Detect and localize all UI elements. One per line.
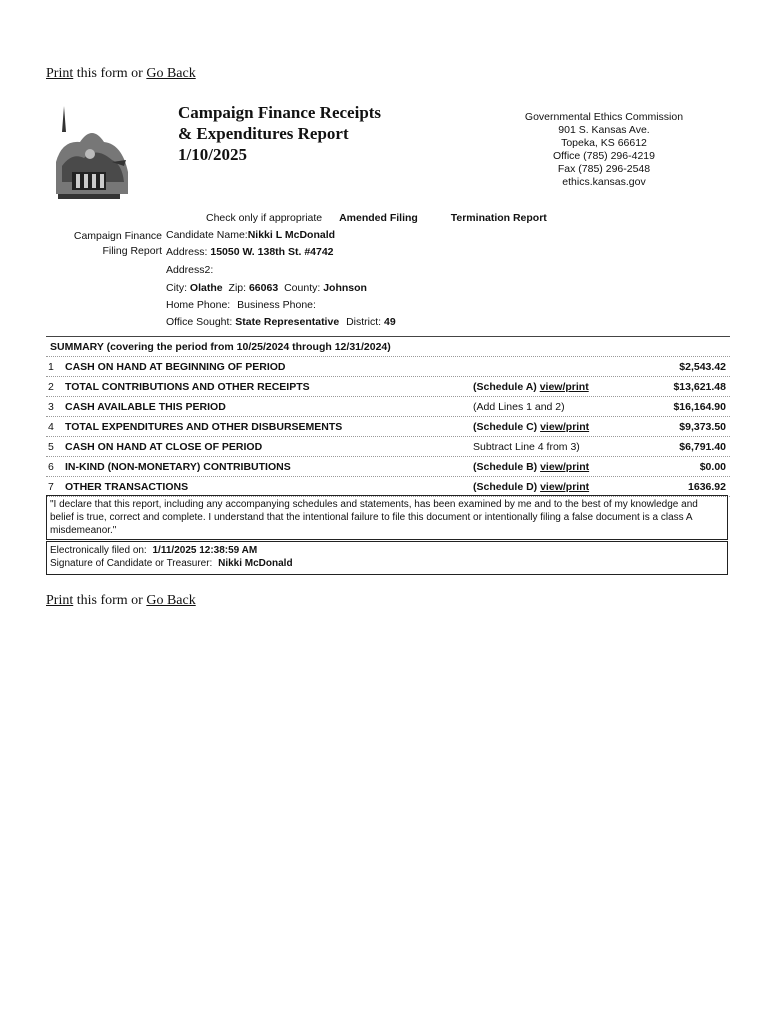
summary-row [46, 417, 730, 437]
termination-report-label: Termination Report [450, 212, 547, 224]
view-print-link[interactable]: view/print [540, 421, 590, 433]
line-number: 4 [48, 421, 54, 433]
check-instructions [206, 212, 547, 224]
address-value: 15050 W. 138th St. #4742 [210, 246, 334, 258]
line-label: TOTAL EXPENDITURES AND OTHER DISBURSEMENTS [65, 421, 343, 433]
reference-text: (Schedule D) [473, 481, 541, 493]
office-row [166, 316, 396, 328]
kansas-seal-icon [52, 102, 130, 202]
reference-text: (Schedule A) [473, 381, 540, 393]
declaration-text: "I declare that this report, including any accompanying schedules and statements, has been examined by me and to the best of my knowledge and belief is true, correct and complete. I understand that the intentional failure to file this document or intentionally filing a false document is a class A misdemeanor." [50, 499, 698, 536]
line-number: 6 [48, 461, 54, 473]
summary-row [46, 377, 730, 397]
view-print-link[interactable]: view/print [540, 481, 590, 493]
summary-row [46, 357, 730, 377]
line-number: 7 [48, 481, 54, 493]
amended-filing-label: Amended Filing [339, 212, 418, 224]
print-link-bottom[interactable]: Print [46, 593, 74, 608]
line-label: IN-KIND (NON-MONETARY) CONTRIBUTIONS [65, 461, 291, 473]
district-value: 49 [384, 316, 396, 328]
line-amount: $13,621.48 [673, 381, 726, 393]
line-reference [473, 421, 589, 433]
nav-top [46, 66, 196, 82]
line-label: CASH AVAILABLE THIS PERIOD [65, 401, 226, 413]
phone-row [166, 299, 316, 311]
line-label: TOTAL CONTRIBUTIONS AND OTHER RECEIPTS [65, 381, 310, 393]
address-row [166, 246, 334, 258]
candidate-name: Nikki L McDonald [247, 229, 336, 241]
signature-value: Nikki McDonald [218, 558, 293, 569]
commission-office-phone: Office (785) 296-4219 [553, 150, 655, 162]
nav-text-bottom: this form or [73, 593, 147, 608]
filing-signature-box [46, 541, 728, 575]
go-back-link-bottom[interactable]: Go Back [146, 593, 196, 608]
commission-website: ethics.kansas.gov [562, 176, 646, 188]
line-reference [473, 401, 565, 413]
commission-fax: Fax (785) 296-2548 [557, 163, 651, 175]
summary-header [46, 337, 730, 357]
line-reference [473, 441, 580, 453]
filing-report-label [66, 229, 162, 258]
city-row [166, 282, 367, 294]
line-amount: 1636.92 [688, 481, 726, 493]
home-phone-label: Home Phone: [166, 299, 231, 311]
line-reference [473, 381, 589, 393]
line-number: 3 [48, 401, 54, 413]
address-label: Address: [166, 246, 208, 258]
line-amount: $9,373.50 [679, 421, 726, 433]
go-back-link[interactable]: Go Back [146, 66, 196, 81]
commission-city: Topeka, KS 66612 [561, 137, 647, 149]
report-title [178, 102, 381, 165]
zip-label: Zip: [228, 282, 247, 294]
reference-text: (Schedule B) [473, 461, 541, 473]
address2-row [166, 264, 213, 276]
filed-on-label: Electronically filed on: [50, 545, 147, 556]
summary-table [46, 336, 730, 497]
view-print-link[interactable]: view/print [539, 381, 589, 393]
county-value: Johnson [323, 282, 367, 294]
office-sought-label: Office Sought: [166, 316, 233, 328]
summary-row [46, 457, 730, 477]
county-label: County: [284, 282, 321, 294]
line-number: 1 [48, 361, 54, 373]
line-label: CASH ON HAND AT CLOSE OF PERIOD [65, 441, 263, 453]
commission-name: Governmental Ethics Commission [524, 111, 684, 123]
candidate-label: Candidate Name: [166, 229, 248, 241]
declaration-box [46, 495, 728, 540]
line-amount: $16,164.90 [673, 401, 726, 413]
title-line-2: & Expenditures Report [178, 124, 349, 143]
office-sought-value: State Representative [235, 316, 340, 328]
filing-label-line1: Campaign Finance [73, 230, 162, 242]
line-amount: $6,791.40 [679, 441, 726, 453]
reference-text: Subtract Line 4 from 3) [473, 441, 580, 453]
nav-bottom [46, 593, 196, 609]
commission-street: 901 S. Kansas Ave. [558, 124, 650, 136]
address2-label: Address2: [166, 264, 214, 276]
print-link[interactable]: Print [46, 66, 74, 81]
filed-on-row [50, 544, 724, 557]
signature-row [50, 557, 724, 570]
line-amount: $0.00 [699, 461, 726, 473]
view-print-link[interactable]: view/print [540, 461, 590, 473]
signature-label: Signature of Candidate or Treasurer: [50, 558, 213, 569]
line-reference [473, 461, 589, 473]
summary-row [46, 437, 730, 457]
business-phone-label: Business Phone: [237, 299, 316, 311]
reference-text: (Schedule C) [473, 421, 541, 433]
line-amount: $2,543.42 [679, 361, 726, 373]
check-text: Check only if appropriate [206, 212, 323, 224]
summary-row [46, 477, 730, 497]
reference-text: (Add Lines 1 and 2) [473, 401, 565, 413]
summary-header-text: SUMMARY (covering the period from 10/25/2024 through 12/31/2024) [50, 341, 391, 353]
summary-row [46, 397, 730, 417]
line-number: 2 [48, 381, 54, 393]
line-number: 5 [48, 441, 54, 453]
filing-label-line2: Filing Report [102, 244, 162, 257]
line-label: OTHER TRANSACTIONS [65, 481, 189, 493]
city-label: City: [166, 282, 187, 294]
city-value: Olathe [189, 282, 223, 294]
line-label: CASH ON HAND AT BEGINNING OF PERIOD [65, 361, 286, 373]
nav-text: this form or [73, 66, 147, 81]
district-label: District: [346, 316, 382, 328]
report-date: 1/10/2025 [178, 145, 247, 164]
title-line-1: Campaign Finance Receipts [178, 103, 382, 122]
filed-on-value: 1/11/2025 12:38:59 AM [152, 545, 258, 556]
commission-info [510, 111, 698, 189]
candidate-row [166, 229, 335, 241]
zip-value: 66063 [248, 282, 279, 294]
line-reference [473, 481, 589, 493]
